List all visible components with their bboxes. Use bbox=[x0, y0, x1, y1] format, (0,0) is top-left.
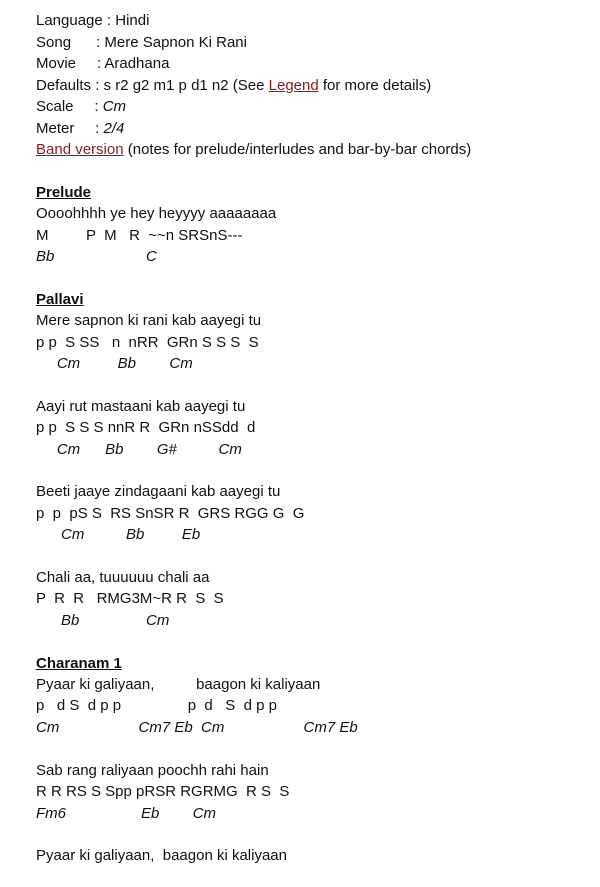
charanam1-notes-2: R R RS S Spp pRSR RGRMG R S S bbox=[36, 783, 290, 800]
prelude-heading: Prelude bbox=[36, 184, 92, 201]
charanam1-heading: Charanam 1 bbox=[36, 655, 122, 672]
pallavi-chords-1: Cm Bb Cm bbox=[36, 355, 193, 372]
defaults-value: s r2 g2 m1 p d1 n2 (See bbox=[103, 77, 269, 94]
scale-value: Cm bbox=[102, 98, 127, 115]
meter-label: Meter : bbox=[36, 120, 104, 137]
pallavi-notes-3: p p pS S RS SnSR R GRS RGG G G bbox=[36, 505, 305, 522]
song-line bbox=[36, 34, 247, 52]
movie-value: Aradhana bbox=[104, 55, 170, 72]
language-value: Hindi bbox=[115, 12, 150, 29]
pallavi-chords-4: Bb Cm bbox=[36, 612, 170, 629]
song-value: Mere Sapnon Ki Rani bbox=[104, 34, 247, 51]
scale-label: Scale : bbox=[36, 98, 103, 115]
pallavi-lyric-1: Mere sapnon ki rani kab aayegi tu bbox=[36, 312, 262, 329]
charanam1-lyric-3: Pyaar ki galiyaan, baagon ki kaliyaan bbox=[36, 847, 287, 864]
pallavi-notes-1: p p S SS n nRR GRn S S S S bbox=[36, 334, 259, 351]
prelude-chords: Bb C bbox=[36, 248, 157, 265]
song-label: Song : bbox=[36, 34, 105, 51]
pallavi-chords-3: Cm Bb Eb bbox=[36, 526, 201, 543]
pallavi-chords-2: Cm Bb G# Cm bbox=[36, 441, 242, 458]
band-version-line bbox=[36, 141, 471, 159]
defaults-tail: for more details) bbox=[318, 77, 432, 94]
pallavi-heading: Pallavi bbox=[36, 291, 84, 308]
defaults-label: Defaults : bbox=[36, 77, 104, 94]
language-line bbox=[36, 12, 149, 30]
pallavi-lyric-4: Chali aa, tuuuuuu chali aa bbox=[36, 569, 210, 586]
pallavi-lyric-3: Beeti jaaye zindagaani kab aayegi tu bbox=[36, 483, 281, 500]
band-version-link[interactable]: Band version bbox=[36, 141, 124, 158]
prelude-lyric: Oooohhhh ye hey heyyyy aaaaaaaa bbox=[36, 205, 277, 222]
meter-value: 2/4 bbox=[103, 120, 125, 137]
charanam1-chords-1: Cm Cm7 Eb Cm Cm7 Eb bbox=[36, 719, 358, 736]
movie-label: Movie : bbox=[36, 55, 105, 72]
band-version-tail: (notes for prelude/interludes and bar-by-bar chords) bbox=[123, 141, 472, 158]
movie-line bbox=[36, 55, 169, 73]
scale-line bbox=[36, 98, 126, 116]
language-label: Language : bbox=[36, 12, 116, 29]
pallavi-notes-2: p p S S S nnR R GRn nSSdd d bbox=[36, 419, 256, 436]
charanam1-lyric-1: Pyaar ki galiyaan, baagon ki kaliyaan bbox=[36, 676, 321, 693]
prelude-notes: M P M R ~~n SRSnS--- bbox=[36, 227, 243, 244]
charanam1-chords-2: Fm6 Eb Cm bbox=[36, 805, 217, 822]
charanam1-lyric-2: Sab rang raliyaan poochh rahi hain bbox=[36, 762, 269, 779]
charanam1-notes-1: p d S d p p p d S d p p bbox=[36, 697, 277, 714]
meter-line bbox=[36, 120, 124, 138]
pallavi-notes-4: P R R RMG3M~R R S S bbox=[36, 590, 224, 607]
legend-link[interactable]: Legend bbox=[268, 77, 319, 94]
defaults-line bbox=[36, 77, 431, 95]
pallavi-lyric-2: Aayi rut mastaani kab aayegi tu bbox=[36, 398, 246, 415]
